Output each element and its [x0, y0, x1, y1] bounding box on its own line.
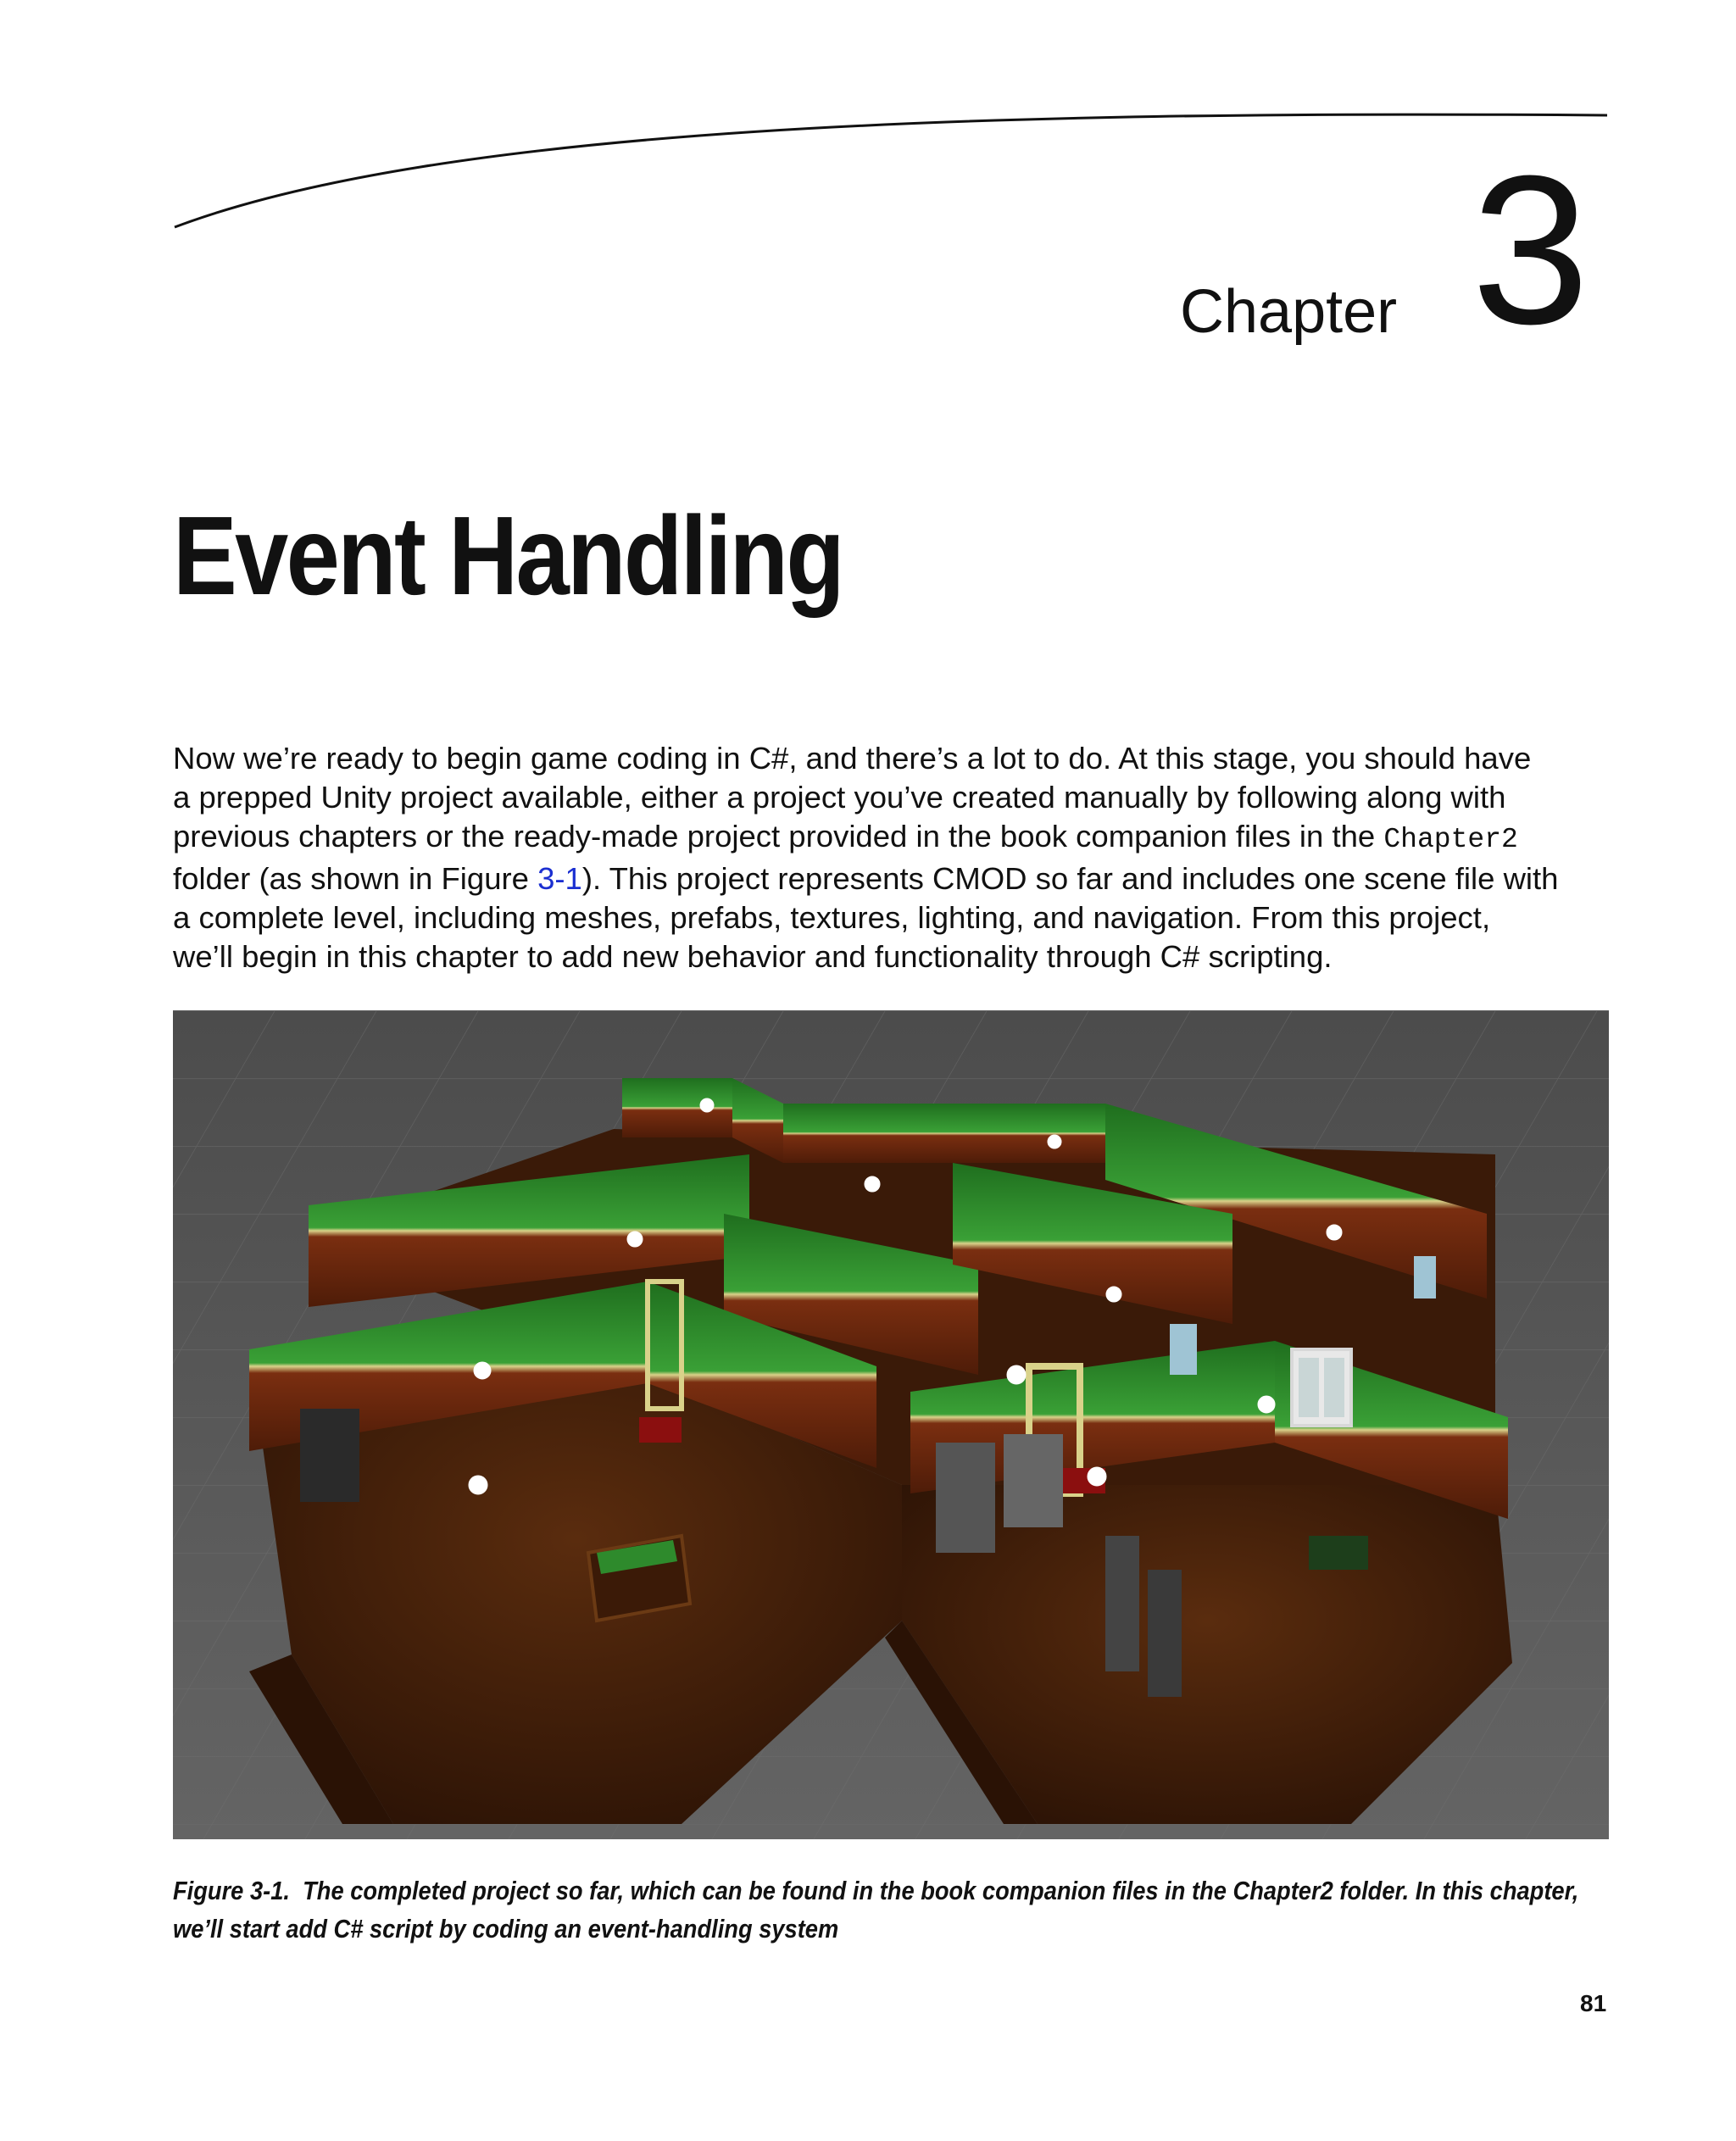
chapter-title: Event Handling — [173, 493, 843, 618]
paragraph-text: folder (as shown in Figure — [173, 861, 538, 896]
caption-line: we’ll start add C# script by coding an event-handling system — [173, 1914, 839, 1944]
paragraph-text: previous chapters or the ready-made project provided in the book companion files in the — [173, 819, 1384, 854]
level-render-illustration — [173, 1010, 1609, 1839]
paragraph-text: ). This project represents CMOD so far and includes one scene file with — [581, 861, 1559, 896]
paragraph-line: a prepped Unity project available, either a project you’ve created manually by following along with — [173, 780, 1506, 815]
page-number: 81 — [1580, 1990, 1607, 2016]
figure-label: Figure 3-1. — [173, 1876, 290, 1905]
caption-text: The completed project so far, which can be found in the book companion files in the Chapter2 folder. In this chapter, — [303, 1876, 1579, 1905]
paragraph-line: Now we’re ready to begin game coding in C#, and there’s a lot to do. At this stage, you should have — [173, 741, 1532, 776]
chapter-number: 3 — [1472, 131, 1590, 368]
figure-level-render — [173, 1010, 1609, 1839]
chapter-label: Chapter — [1180, 278, 1398, 346]
intro-paragraph — [173, 739, 1614, 976]
folder-name-code: Chapter2 — [1383, 824, 1518, 855]
paragraph-line — [173, 817, 1614, 859]
paragraph-line — [173, 859, 1614, 898]
figure-reference-link[interactable]: 3-1 — [537, 861, 582, 896]
paragraph-line: we’ll begin in this chapter to add new behavior and functionality through C# scripting. — [173, 939, 1333, 974]
paragraph-line: a complete level, including meshes, prefabs, textures, lighting, and navigation. From this project, — [173, 900, 1491, 935]
caption-line — [173, 1871, 1579, 1910]
figure-caption — [173, 1871, 1579, 1948]
